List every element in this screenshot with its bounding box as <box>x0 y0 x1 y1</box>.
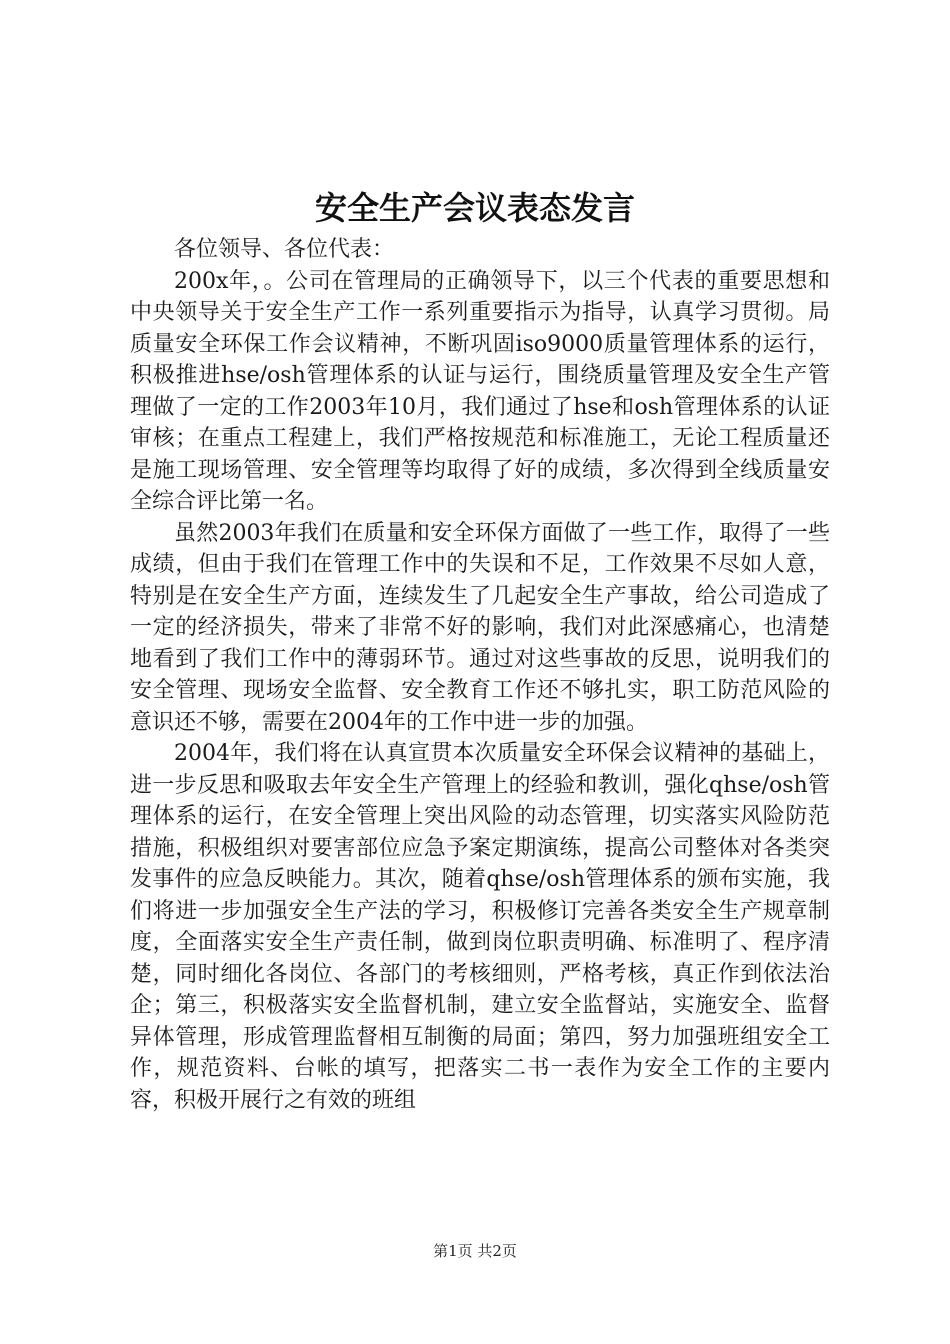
body-paragraph: 200x年，。公司在管理局的正确领导下，以三个代表的重要思想和中央领导关于安全生产工作一系列重要指示为指导，认真学习贯彻。局质量安全环保工作会议精神，不断巩固iso9000质量管理体系的运行，积极推进hse/osh管理体系的认证与运行，围绕质量管理及安全生产管理做了一定的工作2003年10月，我们通过了hse和osh管理体系的认证审核；在重点工程建上，我们严格按规范和标准施工，无论工程质量还是施工现场管理、安全管理等均取得了好的成绩，多次得到全线质量安全综合评比第一名。 <box>130 268 830 514</box>
body-paragraph: 2004年，我们将在认真宣贯本次质量安全环保会议精神的基础上，进一步反思和吸取去年安全生产管理上的经验和教训，强化qhse/osh管理体系的运行，在安全管理上突出风险的动态管理，切实落实风险防范措施，积极组织对要害部位应急予案定期演练，提高公司整体对各类突发事件的应急反映能力。其次，随着qhse/osh管理体系的颁布实施，我们将进一步加强安全生产法的学习，积极修订完善各类安全生产规章制度，全面落实安全生产责任制，做到岗位职责明确、标准明了、程序清楚，同时细化各岗位、各部门的考核细则，严格考核，真正作到依法治企；第三，积极落实安全监督机制，建立安全监督站，实施安全、监督异体管理，形成管理监督相互制衡的局面；第四，努力加强班组安全工作，规范资料、台帐的填写，把落实二书一表作为安全工作的主要内容，积极开展行之有效的班组 <box>130 741 830 1113</box>
document-body <box>130 234 830 1116</box>
document-title: 安全生产会议表态发言 <box>314 189 635 227</box>
body-paragraph: 虽然2003年我们在质量和安全环保方面做了一些工作，取得了一些成绩，但由于我们在管理工作中的失误和不足，工作效果不尽如人意，特别是在安全生产方面，连续发生了几起安全生产事故，给公司造成了一定的经济损失，带来了非常不好的影响，我们对此深感痛心，也清楚地看到了我们工作中的薄弱环节。通过对这些事故的反思，说明我们的安全管理、现场安全监督、安全教育工作还不够扎实，职工防范风险的意识还不够，需要在2004年的工作中进一步的加强。 <box>130 520 830 735</box>
salutation-paragraph: 各位领导、各位代表： <box>174 237 395 262</box>
page-number-footer: 第1页 共2页 <box>433 1242 517 1260</box>
